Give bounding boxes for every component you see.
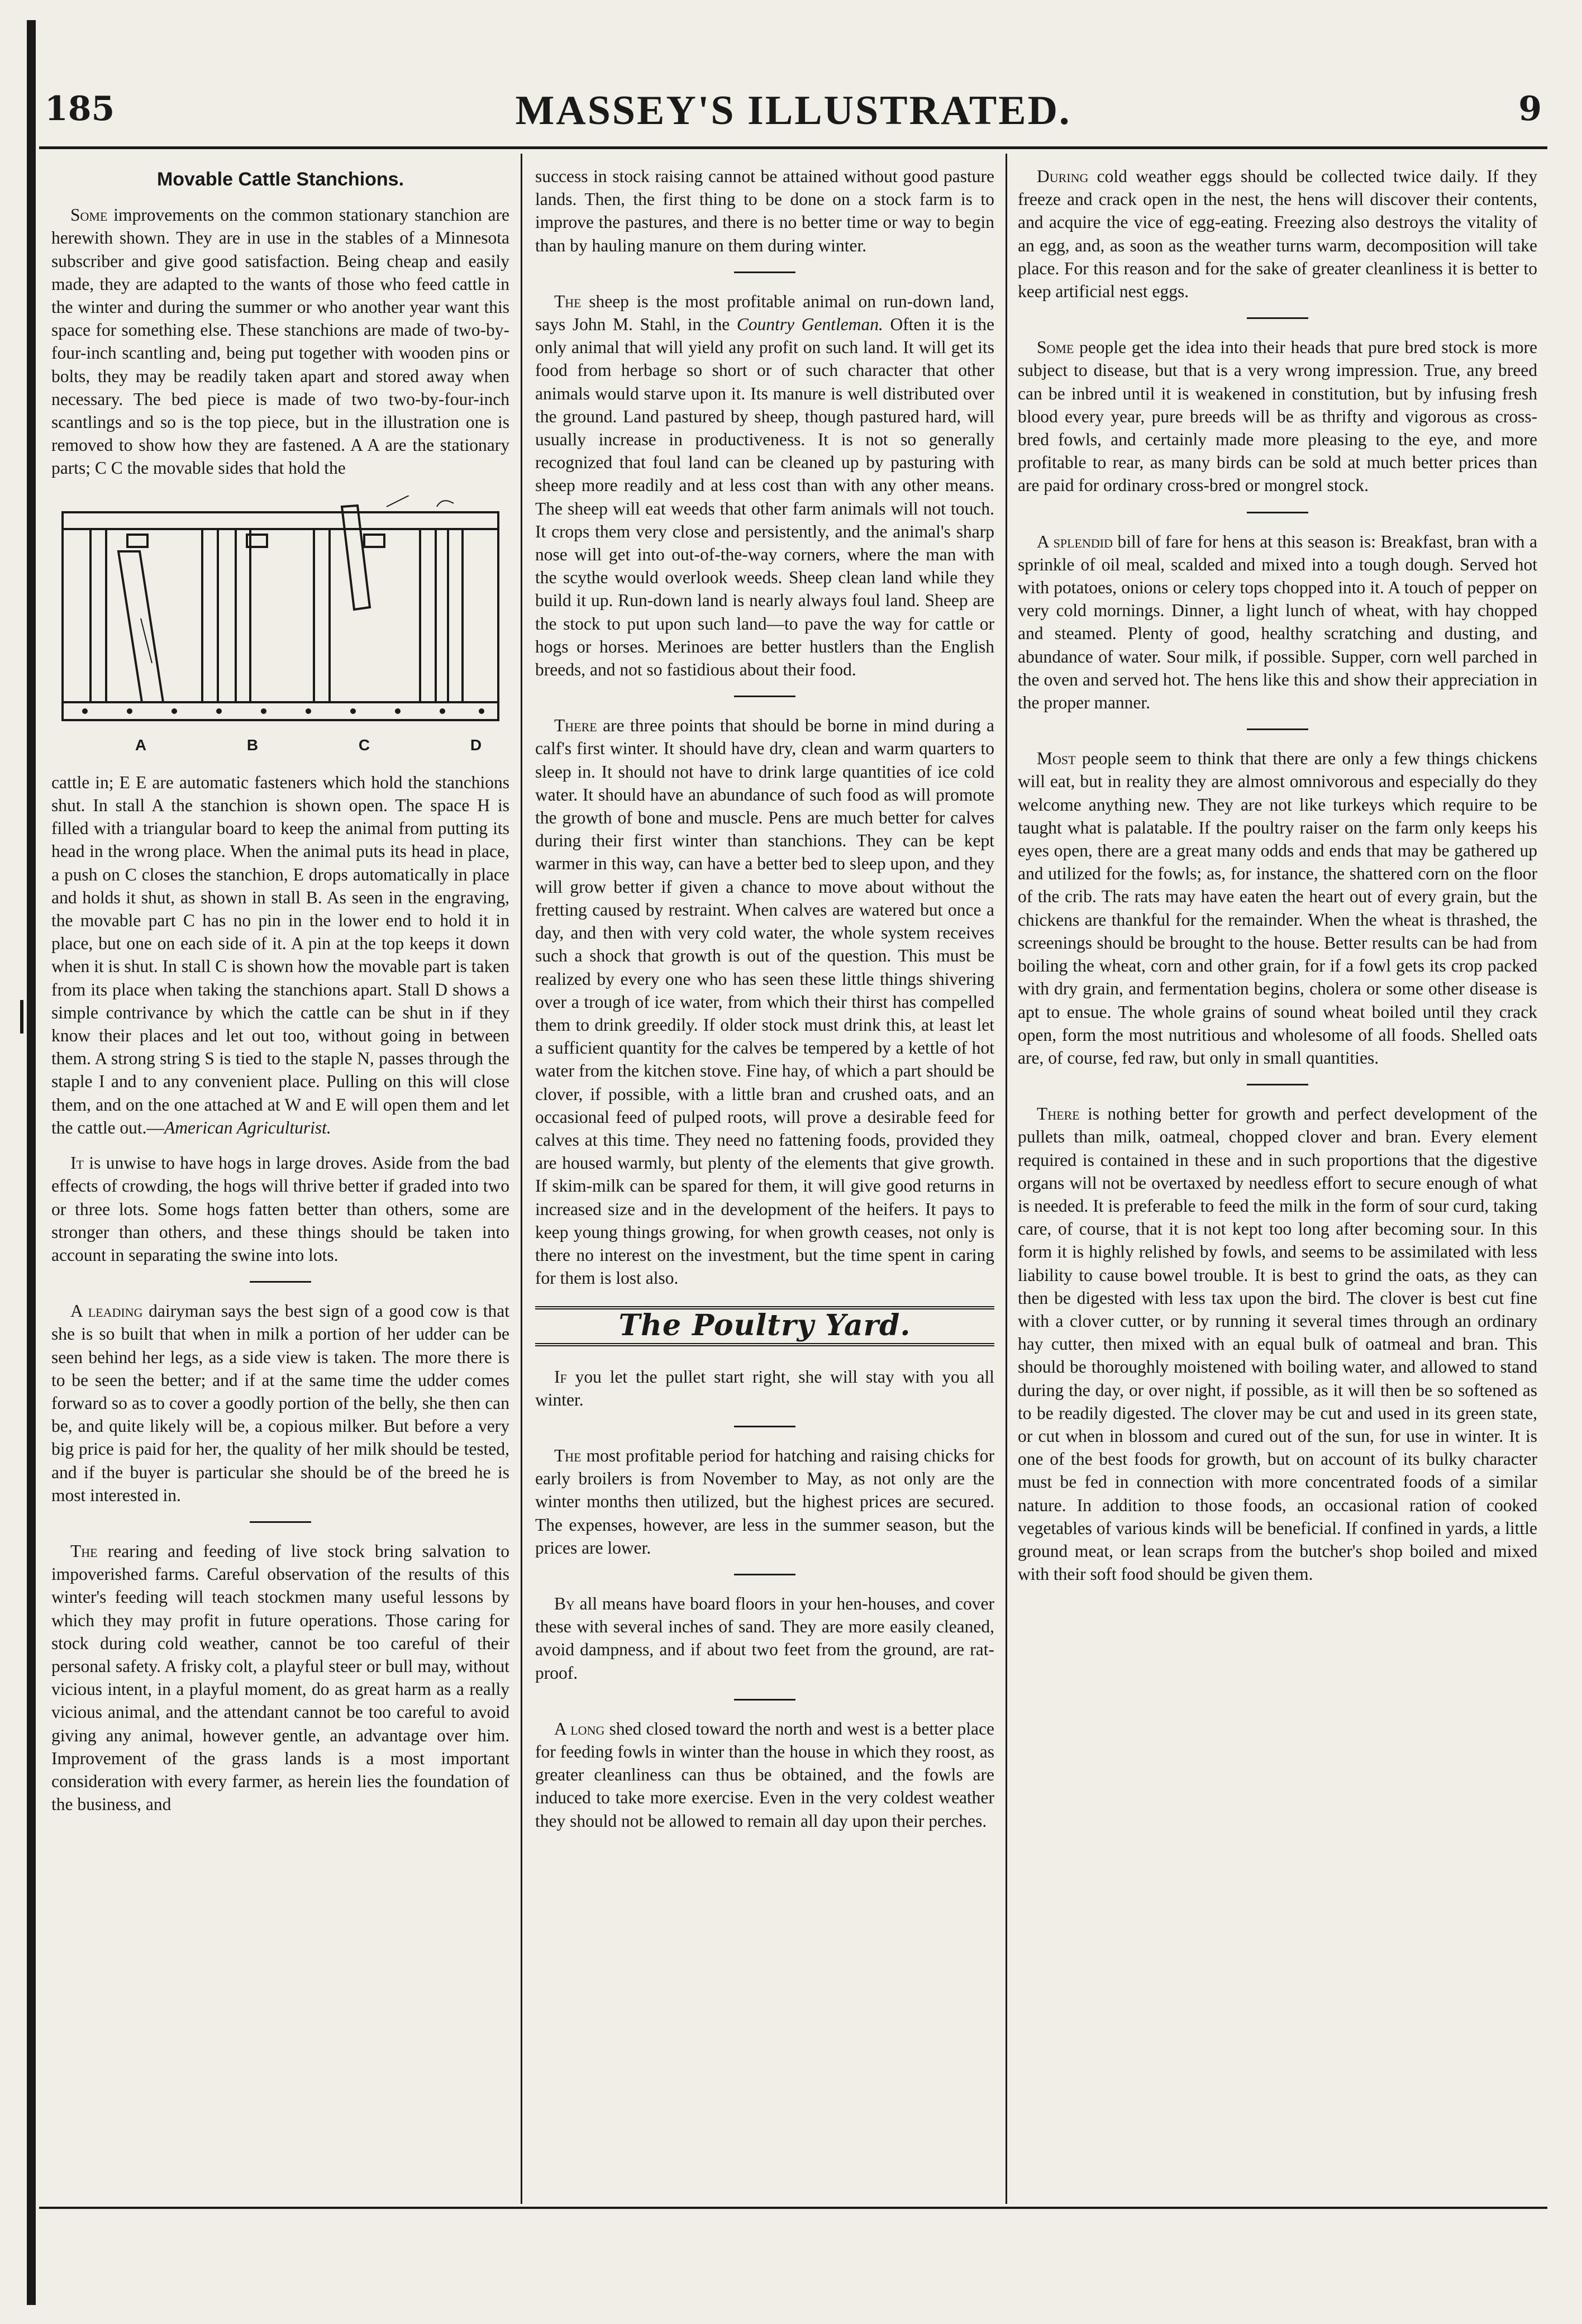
separator (1247, 512, 1308, 513)
paragraph: A long shed closed toward the north and west is a better place for feeding fowls in winter than the house in which they roost, as greater cleanliness can thus be obtained, and the fowls are induced to take more exercise. Even in the very coldest weather they should not be allowed to remain all day upon their perches. (535, 1718, 994, 1831)
paragraph: By all means have board floors in your hen-houses, and cover these with several inches of sand. They are more easily cleaned, avoid dampness, and if about two feet from the ground, are rat-proof. (535, 1593, 994, 1683)
masthead-rule (39, 146, 1547, 149)
paragraph: A leading dairyman says the best sign of a good cow is that she is so built that when in milk a portion of her udder can be seen behind her legs, as a side view is taken. The more there is to be seen the better; and if at the same time the udder comes forward so as to cover a goodly portion of the belly, she then can be, and quite likely will be, a copious milker. But before a very big price is paid for her, the quality of her milk should be tested, and if the buyer is particular she should be of the breed he is most interested in. (51, 1301, 510, 1505)
publication-title: MASSEY'S ILLUSTRATED. (515, 88, 1071, 134)
page-number-left: 185 (45, 89, 115, 128)
section-title: The Poultry Yard. (618, 1308, 911, 1343)
paragraph: Some improvements on the common stationary stanchion are herewith shown. They are in use in the stables of a Minnesota subscriber and give good satisfaction. Being cheap and easily made, they are adapted to the wants of those who feed cattle in the winter and during the summer or who another year want this space for something else. These stanchions are made of two-by-four-inch scantling and, being put together with wooden pins or bolts, they may be readily taken apart and stored away when necessary. The bed piece is made of two two-by-four-inch scantlings and so is the top piece, but in the illustration one is removed to show how they are fastened. A A are the stationary parts; C C the movable sides that hold the (51, 205, 509, 478)
paragraph: Most people seem to think that there are only a few things chickens will eat, but in reality they are almost omnivorous and especially do they welcome anything new. They are not like turkeys which require to be taught what is palatable. If the poultry raiser on the farm only keeps his eyes open, there are a great many odds and ends that may be gathered up and utilized for the fowls; as, for instance, the shattered corn on the floor of the crib. The rats may have eaten the heart out of every grain, but the chickens are thankful for the remainder. When the wheat is thrashed, the screenings should be brought to the house. Better results can be had from boiling the wheat, corn and other grain, for if a fowl gets its crop packed with dry grain, and fermentation begins, cholera or some other disease is apt to ensue. The whole grains of sound wheat boiled until they crack open, form the most nutritious and wholesome of all foods. Shelled oats are, of course, fed raw, but only in small quantities. (1018, 749, 1537, 1068)
column-1 (51, 165, 509, 1823)
stanchion-drawing (51, 496, 509, 736)
paragraph: There are three points that should be borne in mind during a calf's first winter. It should have dry, clean and warm quarters to sleep in. It should not have to drink large quantities of ice cold water. It should have an abundance of such food as will promote the growth of bone and muscle. Pens are much better for calves during their first winter than stanchions. They can be kept warmer in this way, can have a better bed to sleep upon, and they will grow better if given a chance to move about without the fretting caused by restraint. When calves are watered but once a day, and then with very cold water, the whole system receives such a shock that growth is out of the question. This must be realized by every one who has seen these little things shivering over a trough of ice water, from which their thirst has compelled them to drink greedily. If older stock must drink this, at least let a sufficient quantity for the calves be tempered by a kettle of hot water from the kitchen stove. Fine hay, of which a part should be clover, if possible, with a little bran and crushed oats, and an occasional feed of pulped roots, will prove a desirable feed for calves at this time. They need no fattening foods, provided they are housed warmly, but plenty of the elements that give growth. If skim-milk can be spared for them, it will give good returns in increased size and in the development of the heifers. It pays to keep young things growing, for when growth ceases, not only is there no interest on the investment, but the time spent in caring for them is lost also. (535, 716, 994, 1288)
separator (734, 272, 795, 273)
separator (734, 1699, 795, 1701)
separator (734, 1426, 795, 1427)
paragraph: The sheep is the most profitable animal on run-down land, says John M. Stahl, in the Country Gentleman. Often it is the only animal that will yield any profit on such land. It will get its food from herbage so short or of such character that other animals would starve upon it. Its manure is well distributed over the ground. Land pastured by sheep, though pastured hard, will usually increase in productiveness. It is not so generally recognized that foul land can be cleaned up by pasturing with sheep more readily and at less cost than with any other means. The sheep will eat weeds that other farm animals will not touch. It crops them very close and persistently, and the animal's sharp nose will get into out-of-the-way corners, where the man with the scythe would overlook weeds. Sheep clean land while they build it up. Run-down land is nearly always foul land. Sheep are the stock to put upon such land—to pave the way for cattle or hogs or horses. Merinoes are better hustlers than the English breeds, and not so fastidious about their food. (535, 291, 995, 680)
figure-label-a: A (135, 736, 147, 754)
section-header-box (535, 1306, 994, 1346)
paragraph: There is nothing better for growth and perfect development of the pullets than milk, oatmeal, chopped clover and bran. Every element required is contained in these and in such proportions that the digestive organs will not be overtaxed by needless effort to secure enough of what is needed. It is preferable to feed the milk in the form of sour curd, taking care, of course, that it is not kept too long after becoming sour. In this form it is highly relished by fowls, and seems to be assimilated with less liability to cause bowel trouble. It is best to grind the oats, as they can then be digested with less tax upon the bird. The clover is best cut fine with a clover cutter, or by running it several times through an ordinary hay cutter, then mixed with an equal bulk of oatmeal and bran. This should be thoroughly moistened with boiling water, and allowed to stand during the day, or over night, if possible, as it will then be so softened as to be readily digested. The clover may be cut and used in its green state, or cut when in blossom and cured out of the sun, for use in winter. It is one of the best foods for growth, but on account of its bulky character must be fed in connection with more concentrated foods of a similar nature. In addition to those foods, an occasional ration of cooked vegetables of various kinds will be beneficial. If confined in yards, a little ground meat, or lean scraps from the butcher's shop boiled and mixed with their soft food should be given them. (1018, 1104, 1537, 1584)
page-number-right: 9 (1518, 89, 1542, 128)
paragraph: cattle in; E E are automatic fasteners which hold the stanchions shut. In stall A the stanchion is shown open. The space H is filled with a triangular board to keep the animal from putting its head in the wrong place. When the animal puts its head in place, a push on C closes the stanchion, E drops automatically in place and holds it shut, as shown in stall B. As seen in the engraving, the movable part C has no pin in the lower end to hold it in place, but one on each side of it. A pin at the top keeps it down when it is shut. In stall C is shown how the movable part is taken from its place when taking the stanchions apart. Stall D shows a simple contrivance by which the cattle can be shut in if they know their places and let out too, without going in between them. A strong string S is tied to the staple N, passes through the staple I and to any convenient place. Pulling on this will close them, and on the one attached at W and E will open them and let the cattle out.—American Agriculturist. (51, 772, 509, 1137)
separator (734, 696, 795, 697)
separator (1247, 728, 1308, 730)
figure-label-d: D (470, 736, 482, 754)
figure-label-c: C (358, 736, 370, 754)
column-2 (535, 165, 994, 1840)
paragraph: The most profitable period for hatching and raising chicks for early broilers is from November to May, as not only are the winter months then utilized, but the highest prices are secured. The expenses, however, are less in the summer season, but the prices are lower. (535, 1445, 994, 1558)
footer-rule (39, 2207, 1547, 2209)
separator (250, 1521, 311, 1523)
paragraph: During cold weather eggs should be collected twice daily. If they freeze and crack open in the nest, the hens will discover their contents, and acquire the vice of egg-eating. Freezing also destroys the vitality of an egg, and, as soon as the weather turns warm, decomposition will take place. For this reason and for the sake of greater cleanliness it is better to keep artificial nest eggs. (1018, 166, 1537, 302)
separator (1247, 1084, 1308, 1085)
paragraph: A splendid bill of fare for hens at this season is: Breakfast, bran with a sprinkle of oil meal, scalded and mixed into a tough dough. Served hot with potatoes, onions or celery tops chopped into it. A touch of pepper on very cold mornings. Dinner, a light lunch of wheat, with hay chopped and steamed. Plenty of good, healthy scratching and dusting, and abundance of water. Sour milk, if possible. Supper, corn well parched in the oven and served hot. The hens like this and show their appreciation in the proper manner. (1018, 531, 1537, 713)
separator (250, 1281, 311, 1283)
separator (734, 1574, 795, 1575)
figure-labels (85, 734, 532, 756)
column-rule (521, 154, 522, 2204)
paragraph: success in stock raising cannot be attained without good pasture lands. Then, the first thing to be done on a stock farm is to improve the pastures, and there is no better time or way to begin than by hauling manure on them during winter. (535, 166, 994, 255)
paragraph: It is unwise to have hogs in large droves. Aside from the bad effects of crowding, the hogs will thrive better if graded into two or three lots. Some hogs fatten better than others, some are stronger than others, and these things should be taken into account in separating the swine into lots. (51, 1153, 509, 1265)
column-3 (1018, 165, 1537, 1593)
paragraph: Some people get the idea into their heads that pure bred stock is more subject to disease, but that is a very wrong impression. True, any breed can be inbred until it is weakened in constitution, but by infusing fresh blood every year, pure breeds will be as thrifty and vigorous as cross-bred fowls, and certainly made more pleasing to the eye, and more profitable to rear, as many birds can be sold at much better prices than are paid for ordinary cross-bred or mongrel stock. (1018, 337, 1537, 496)
separator (1247, 317, 1308, 319)
paragraph: The rearing and feeding of live stock bring salvation to impoverished farms. Careful observation of the results of this winter's feeding will teach stockmen many useful lessons by which they may profit in future operations. Those caring for stock during cold weather, cannot be too careful of their personal safety. A frisky colt, a playful steer or bull may, without vicious intent, in a playful moment, do as great harm as a really vicious animal, and the attendant cannot be too careful to avoid giving any animal, however gentle, an advantage over him. Improvement of the grass lands is a most important consideration with every farmer, as herein lies the foundation of the business, and (51, 1541, 509, 1815)
edge-mark (20, 1000, 23, 1034)
figure-label-b: B (246, 736, 259, 754)
stanchion-illustration (51, 496, 509, 756)
page-binding-edge (27, 20, 36, 2305)
article-title: Movable Cattle Stanchions. (156, 169, 404, 190)
masthead (39, 84, 1547, 145)
column-rule (1006, 154, 1007, 2204)
paragraph: If you let the pullet start right, she will stay with you all winter. (535, 1366, 994, 1409)
